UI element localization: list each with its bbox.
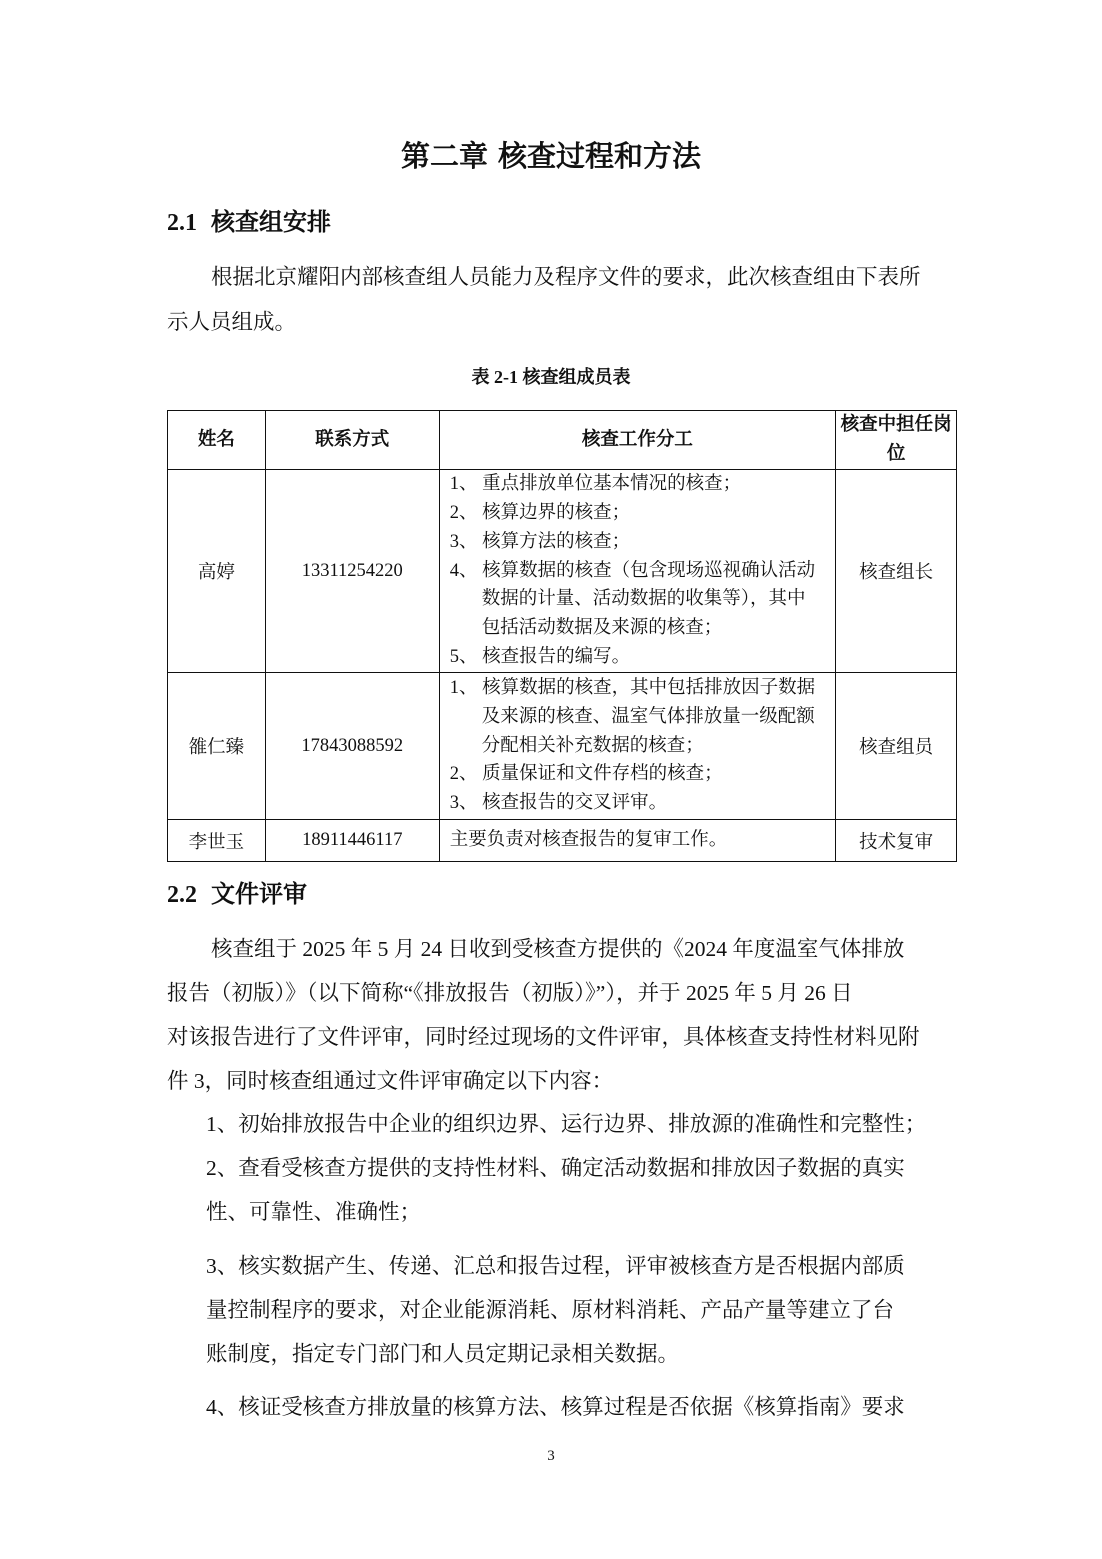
duty-line: 3、 核查报告的交叉评审。 — [449, 793, 668, 814]
table-row — [168, 820, 957, 862]
header-role: 核查中担任岗位 — [836, 411, 957, 470]
list-item-line: 2、查看受核查方提供的支持性材料、确定活动数据和排放因子数据的真实 — [206, 1156, 905, 1180]
member-phone: 18911446117 — [265, 820, 439, 862]
section-heading-2-1 — [167, 202, 331, 237]
page-number: 3 — [547, 1448, 555, 1464]
intro-line: 示人员组成。 — [167, 310, 297, 334]
header-name: 姓名 — [168, 411, 266, 470]
duty-line: 包括活动数据及来源的核查； — [481, 618, 723, 639]
table-caption: 表 2-1 核查组成员表 — [471, 367, 631, 387]
duty-line: 3、 核算方法的核查； — [449, 531, 631, 552]
list-item-line: 1、初始排放报告中企业的组织边界、运行边界、排放源的准确性和完整性； — [206, 1112, 927, 1136]
team-table — [167, 410, 957, 862]
member-duties — [439, 820, 835, 862]
member-name: 李世玉 — [168, 820, 266, 862]
member-role: 技术复审 — [836, 820, 957, 862]
list-item-line: 账制度，指定专门部门和人员定期记录相关数据。 — [206, 1342, 680, 1366]
list-item-line: 量控制程序的要求，对企业能源消耗、原材料消耗、产品产量等建立了台 — [206, 1298, 895, 1322]
duty-line: 2、 质量保证和文件存档的核查； — [449, 764, 723, 785]
section-title: 核查组安排 — [211, 210, 331, 236]
member-role: 核查组员 — [836, 673, 957, 820]
duty-line: 主要负责对核查报告的复审工作。 — [449, 830, 728, 851]
duty-line: 2、 核算边界的核查； — [449, 503, 631, 523]
section-heading-2-2 — [167, 874, 307, 909]
list-item-line: 性、可靠性、准确性； — [206, 1200, 422, 1224]
section-number: 2.2 — [167, 882, 197, 908]
table-header-row — [168, 411, 957, 470]
member-name: 雒仁臻 — [168, 673, 266, 820]
table-row — [168, 470, 957, 673]
para-line: 核查组于 2025 年 5 月 24 日收到受核查方提供的《2024 年度温室气体排放 — [211, 937, 905, 961]
member-name: 高婷 — [168, 470, 266, 673]
duty-line: 1、 核算数据的核查，其中包括排放因子数据 — [449, 678, 816, 698]
section-number: 2.1 — [167, 210, 197, 236]
para-line: 报告（初版）》（以下简称“《排放报告（初版）》”），并于 2025 年 5 月 26 日 — [167, 981, 853, 1005]
member-duties — [439, 470, 835, 673]
duty-line: 5、 核查报告的编写。 — [449, 646, 631, 667]
table-row — [168, 673, 957, 820]
list-item-line: 3、核实数据产生、传递、汇总和报告过程，评审被核查方是否根据内部质 — [206, 1254, 905, 1278]
intro-line: 根据北京耀阳内部核查组人员能力及程序文件的要求，此次核查组由下表所 — [211, 265, 921, 289]
header-duties: 核查工作分工 — [439, 411, 835, 470]
duty-line: 分配相关补充数据的核查； — [481, 735, 704, 756]
member-role: 核查组长 — [836, 470, 957, 673]
duty-line: 数据的计量、活动数据的收集等），其中 — [481, 589, 806, 610]
para-line: 件 3，同时核查组通过文件评审确定以下内容： — [167, 1069, 614, 1093]
duty-line: 及来源的核查、温室气体排放量一级配额 — [481, 706, 815, 727]
duty-line: 1、 重点排放单位基本情况的核查； — [449, 474, 742, 495]
header-contact: 联系方式 — [265, 411, 439, 470]
list-item-line: 4、核证受核查方排放量的核算方法、核算过程是否依据《核算指南》要求 — [206, 1395, 905, 1419]
member-phone: 13311254220 — [265, 470, 439, 673]
member-duties — [439, 673, 835, 820]
section-title: 文件评审 — [211, 882, 307, 908]
member-phone: 17843088592 — [265, 673, 439, 820]
para-line: 对该报告进行了文件评审，同时经过现场的文件评审，具体核查支持性材料见附 — [167, 1025, 920, 1049]
chapter-title: 第二章 核查过程和方法 — [400, 139, 702, 173]
duty-line: 4、 核算数据的核查（包含现场巡视确认活动 — [449, 560, 816, 581]
